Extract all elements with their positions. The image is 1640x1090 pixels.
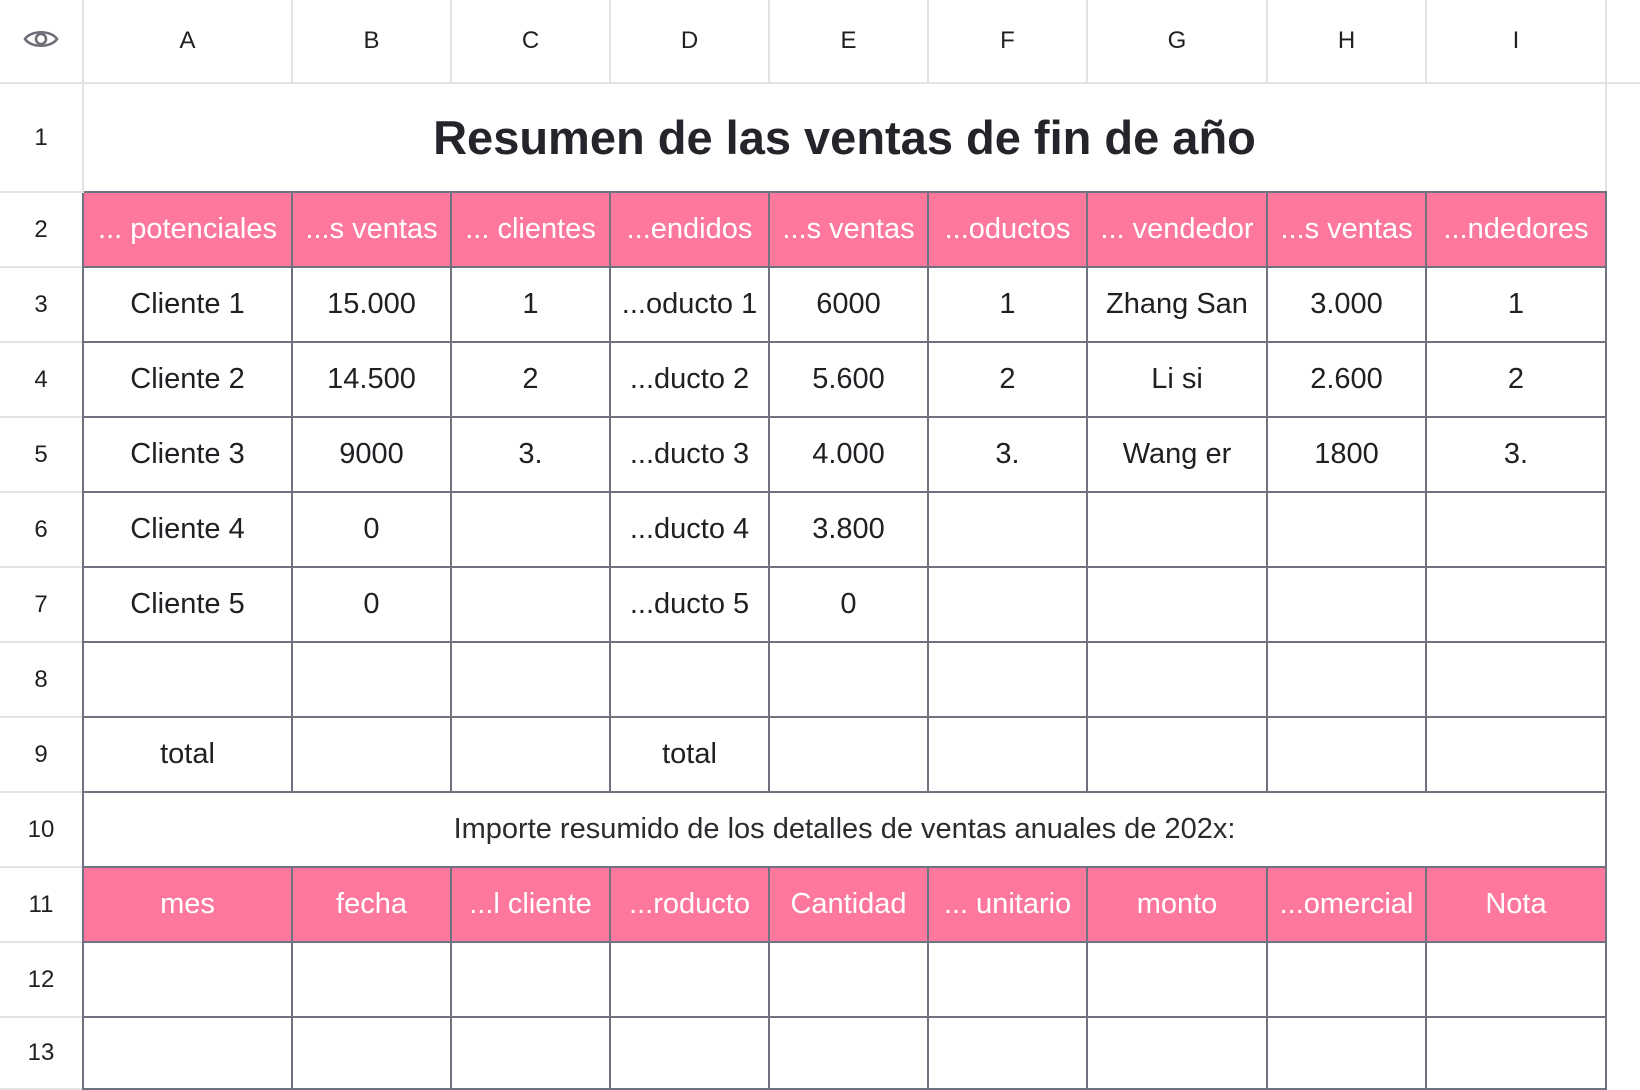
cell-a13[interactable] bbox=[84, 1018, 293, 1090]
cell-i12[interactable] bbox=[1427, 943, 1607, 1018]
cell-d8[interactable] bbox=[611, 643, 770, 718]
cell-f9[interactable] bbox=[929, 718, 1088, 793]
cell-i5[interactable]: 3. bbox=[1427, 418, 1607, 493]
cell-i7[interactable] bbox=[1427, 568, 1607, 643]
cell-a9[interactable]: total bbox=[84, 718, 293, 793]
column-header-b[interactable]: B bbox=[293, 0, 452, 84]
cell-a6[interactable]: Cliente 4 bbox=[84, 493, 293, 568]
detail-header-d[interactable]: ...roducto bbox=[611, 868, 770, 943]
cell-g4[interactable]: Li si bbox=[1088, 343, 1268, 418]
summary-header-f[interactable]: ...oductos bbox=[929, 193, 1088, 268]
column-header-d[interactable]: D bbox=[611, 0, 770, 84]
detail-header-f[interactable]: ... unitario bbox=[929, 868, 1088, 943]
row-header-12[interactable]: 12 bbox=[0, 943, 84, 1018]
cell-h13[interactable] bbox=[1268, 1018, 1427, 1090]
cell-a5[interactable]: Cliente 3 bbox=[84, 418, 293, 493]
summary-header-a[interactable]: ... potenciales bbox=[84, 193, 293, 268]
row-header-13[interactable]: 13 bbox=[0, 1018, 84, 1090]
cell-i13[interactable] bbox=[1427, 1018, 1607, 1090]
row-header-4[interactable]: 4 bbox=[0, 343, 84, 418]
cell-b12[interactable] bbox=[293, 943, 452, 1018]
cell-g12[interactable] bbox=[1088, 943, 1268, 1018]
detail-header-c[interactable]: ...l cliente bbox=[452, 868, 611, 943]
detail-header-a[interactable]: mes bbox=[84, 868, 293, 943]
cell-g13[interactable] bbox=[1088, 1018, 1268, 1090]
row-header-9[interactable]: 9 bbox=[0, 718, 84, 793]
cell-a8[interactable] bbox=[84, 643, 293, 718]
cell-g9[interactable] bbox=[1088, 718, 1268, 793]
cell-b9[interactable] bbox=[293, 718, 452, 793]
cell-c3[interactable]: 1 bbox=[452, 268, 611, 343]
select-all-corner[interactable] bbox=[0, 0, 84, 84]
cell-f12[interactable] bbox=[929, 943, 1088, 1018]
cell-h12[interactable] bbox=[1268, 943, 1427, 1018]
cell-d13[interactable] bbox=[611, 1018, 770, 1090]
column-header-c[interactable]: C bbox=[452, 0, 611, 84]
cell-g8[interactable] bbox=[1088, 643, 1268, 718]
cell-c6[interactable] bbox=[452, 493, 611, 568]
cell-g6[interactable] bbox=[1088, 493, 1268, 568]
detail-header-e[interactable]: Cantidad bbox=[770, 868, 929, 943]
cell-i8[interactable] bbox=[1427, 643, 1607, 718]
cell-f6[interactable] bbox=[929, 493, 1088, 568]
cell-e12[interactable] bbox=[770, 943, 929, 1018]
cell-e5[interactable]: 4.000 bbox=[770, 418, 929, 493]
cell-d9[interactable]: total bbox=[611, 718, 770, 793]
cell-b8[interactable] bbox=[293, 643, 452, 718]
summary-header-d[interactable]: ...endidos bbox=[611, 193, 770, 268]
cell-c9[interactable] bbox=[452, 718, 611, 793]
column-header-f[interactable]: F bbox=[929, 0, 1088, 84]
cell-b6[interactable]: 0 bbox=[293, 493, 452, 568]
cell-h8[interactable] bbox=[1268, 643, 1427, 718]
cell-b3[interactable]: 15.000 bbox=[293, 268, 452, 343]
column-header-h[interactable]: H bbox=[1268, 0, 1427, 84]
cell-d6[interactable]: ...ducto 4 bbox=[611, 493, 770, 568]
cell-f13[interactable] bbox=[929, 1018, 1088, 1090]
cell-h3[interactable]: 3.000 bbox=[1268, 268, 1427, 343]
row-header-2[interactable]: 2 bbox=[0, 193, 84, 268]
cell-h4[interactable]: 2.600 bbox=[1268, 343, 1427, 418]
cell-c4[interactable]: 2 bbox=[452, 343, 611, 418]
cell-g5[interactable]: Wang er bbox=[1088, 418, 1268, 493]
summary-header-g[interactable]: ... vendedor bbox=[1088, 193, 1268, 268]
cell-e8[interactable] bbox=[770, 643, 929, 718]
eye-icon bbox=[23, 27, 59, 56]
detail-header-g[interactable]: monto bbox=[1088, 868, 1268, 943]
column-header-g[interactable]: G bbox=[1088, 0, 1268, 84]
row-header-10[interactable]: 10 bbox=[0, 793, 84, 868]
cell-e6[interactable]: 3.800 bbox=[770, 493, 929, 568]
cell-b13[interactable] bbox=[293, 1018, 452, 1090]
cell-d5[interactable]: ...ducto 3 bbox=[611, 418, 770, 493]
summary-header-i[interactable]: ...ndedores bbox=[1427, 193, 1607, 268]
cell-f8[interactable] bbox=[929, 643, 1088, 718]
summary-header-b[interactable]: ...s ventas bbox=[293, 193, 452, 268]
cell-g3[interactable]: Zhang San bbox=[1088, 268, 1268, 343]
cell-e9[interactable] bbox=[770, 718, 929, 793]
cell-f7[interactable] bbox=[929, 568, 1088, 643]
cell-d7[interactable]: ...ducto 5 bbox=[611, 568, 770, 643]
cell-h6[interactable] bbox=[1268, 493, 1427, 568]
cell-a3[interactable]: Cliente 1 bbox=[84, 268, 293, 343]
row-header-11[interactable]: 11 bbox=[0, 868, 84, 943]
cell-e3[interactable]: 6000 bbox=[770, 268, 929, 343]
cell-d12[interactable] bbox=[611, 943, 770, 1018]
cell-h9[interactable] bbox=[1268, 718, 1427, 793]
cell-b4[interactable]: 14.500 bbox=[293, 343, 452, 418]
cell-c8[interactable] bbox=[452, 643, 611, 718]
grid-left-border bbox=[82, 193, 84, 1090]
cell-g7[interactable] bbox=[1088, 568, 1268, 643]
cell-f3[interactable]: 1 bbox=[929, 268, 1088, 343]
cell-e4[interactable]: 5.600 bbox=[770, 343, 929, 418]
row-header-8[interactable]: 8 bbox=[0, 643, 84, 718]
cell-d3[interactable]: ...oducto 1 bbox=[611, 268, 770, 343]
row-header-6[interactable]: 6 bbox=[0, 493, 84, 568]
summary-note[interactable]: Importe resumido de los detalles de ventas anuales de 202x: bbox=[84, 793, 1607, 868]
cell-d4[interactable]: ...ducto 2 bbox=[611, 343, 770, 418]
cell-c13[interactable] bbox=[452, 1018, 611, 1090]
cell-c12[interactable] bbox=[452, 943, 611, 1018]
cell-a4[interactable]: Cliente 2 bbox=[84, 343, 293, 418]
cell-i9[interactable] bbox=[1427, 718, 1607, 793]
cell-e7[interactable]: 0 bbox=[770, 568, 929, 643]
summary-header-c[interactable]: ... clientes bbox=[452, 193, 611, 268]
cell-c7[interactable] bbox=[452, 568, 611, 643]
cell-b7[interactable]: 0 bbox=[293, 568, 452, 643]
column-header-i[interactable]: I bbox=[1427, 0, 1607, 84]
cell-c5[interactable]: 3. bbox=[452, 418, 611, 493]
detail-header-h[interactable]: ...omercial bbox=[1268, 868, 1427, 943]
note-top-border bbox=[84, 791, 1607, 793]
cell-h5[interactable]: 1800 bbox=[1268, 418, 1427, 493]
cell-i3[interactable]: 1 bbox=[1427, 268, 1607, 343]
cell-a7[interactable]: Cliente 5 bbox=[84, 568, 293, 643]
cell-e13[interactable] bbox=[770, 1018, 929, 1090]
sheet-title[interactable]: Resumen de las ventas de fin de año bbox=[84, 84, 1607, 193]
detail-header-i[interactable]: Nota bbox=[1427, 868, 1607, 943]
row-header-1[interactable]: 1 bbox=[0, 84, 84, 193]
column-header-e[interactable]: E bbox=[770, 0, 929, 84]
cell-f4[interactable]: 2 bbox=[929, 343, 1088, 418]
detail-header-b[interactable]: fecha bbox=[293, 868, 452, 943]
summary-header-e[interactable]: ...s ventas bbox=[770, 193, 929, 268]
row-header-7[interactable]: 7 bbox=[0, 568, 84, 643]
cell-f5[interactable]: 3. bbox=[929, 418, 1088, 493]
cell-i6[interactable] bbox=[1427, 493, 1607, 568]
grid-top-border bbox=[84, 191, 1607, 193]
summary-header-h[interactable]: ...s ventas bbox=[1268, 193, 1427, 268]
cell-a12[interactable] bbox=[84, 943, 293, 1018]
cell-h7[interactable] bbox=[1268, 568, 1427, 643]
cell-b5[interactable]: 9000 bbox=[293, 418, 452, 493]
row-header-3[interactable]: 3 bbox=[0, 268, 84, 343]
column-header-blank bbox=[1607, 0, 1640, 84]
row-header-5[interactable]: 5 bbox=[0, 418, 84, 493]
cell-i4[interactable]: 2 bbox=[1427, 343, 1607, 418]
column-header-a[interactable]: A bbox=[84, 0, 293, 84]
